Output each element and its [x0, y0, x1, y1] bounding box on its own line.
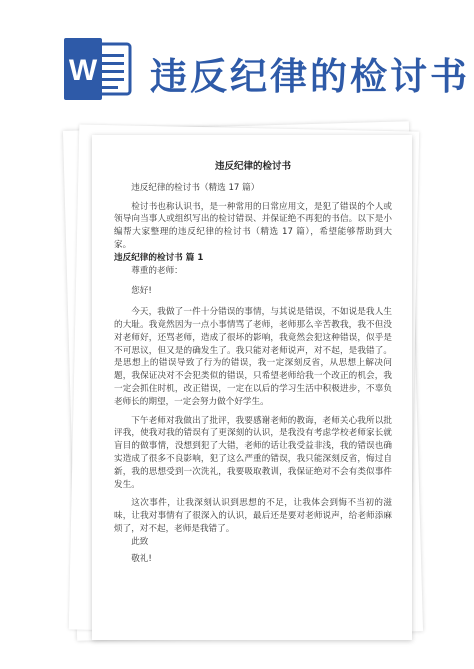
intro-paragraph: 检讨书也称认识书，是一种常用的日常应用文，是犯了错误的个人或领导向当事人或组织写出的检讨错误、并保证绝不再犯的书信。以下是小编帮大家整理的违反纪律的检讨书（精选 17 篇），希望能够帮助到大家。 — [114, 201, 392, 250]
document-body — [114, 161, 392, 569]
document-subtitle: 违反纪律的检讨书（精选 17 篇） — [131, 182, 260, 193]
document-title: 违反纪律的检讨书 — [214, 161, 291, 172]
greeting: 您好! — [131, 286, 152, 297]
banner — [0, 0, 474, 120]
document-page — [92, 135, 412, 640]
section-heading: 违反纪律的检讨书 篇 1 — [114, 252, 204, 263]
body-paragraph-2: 下午老师对我做出了批评，我要感谢老师的教诲，老师关心我所以批评我，使我对我的错误有了更深刻的认识，是我没有考虑学校老师家长就盲目的做事情，没想到犯了大错，老师的话让我受益非浅，我的错误也确实造成了很多不良影响，犯了这么严重的错误，我只能深刻反省，悔过自新，我的思想受到一次洗礼，我要吸取教训，我保证绝对不会有类似事件发生。 — [114, 415, 392, 490]
salutation: 尊重的老师： — [131, 265, 183, 276]
body-paragraph-3: 这次事件，让我深刻认识到思想的不足，让我体会到悔不当初的滋味，让我对事情有了很深入的认识，最后还是要对老师说声，给老师添麻烦了，对不起，老师是我错了。 — [114, 498, 392, 534]
banner-title: 违反纪律的检讨书 — [150, 55, 470, 98]
svg-text:W: W — [68, 54, 98, 87]
closing-line-2: 敬礼! — [131, 553, 152, 564]
word-doc-icon — [62, 38, 134, 100]
body-paragraph-1: 今天，我做了一件十分错误的事情，与其说是错误，不如说是我人生的大耻。我竟然因为一点小事情骂了老师，老师那么辛苦教我，我不但没对老师好，还骂老师，造成了很坏的影响，我竟然会犯这种错误，似乎是不可思议，但又是的确发生了。我只能对老师说声，对不起，是我错了。是思想上的错误导致了行为的错误，我一定深刻反省，从思想上解决问题，我保证决对不会犯类似的错误，只希望老师给我一个改正的机会，我一定会抓住时机，改正错误，一定在以后的学习生活中积极进步，不辜负老师长的期望，一定会努力做个好学生。 — [114, 307, 392, 407]
closing-line-1: 此致 — [131, 536, 149, 547]
